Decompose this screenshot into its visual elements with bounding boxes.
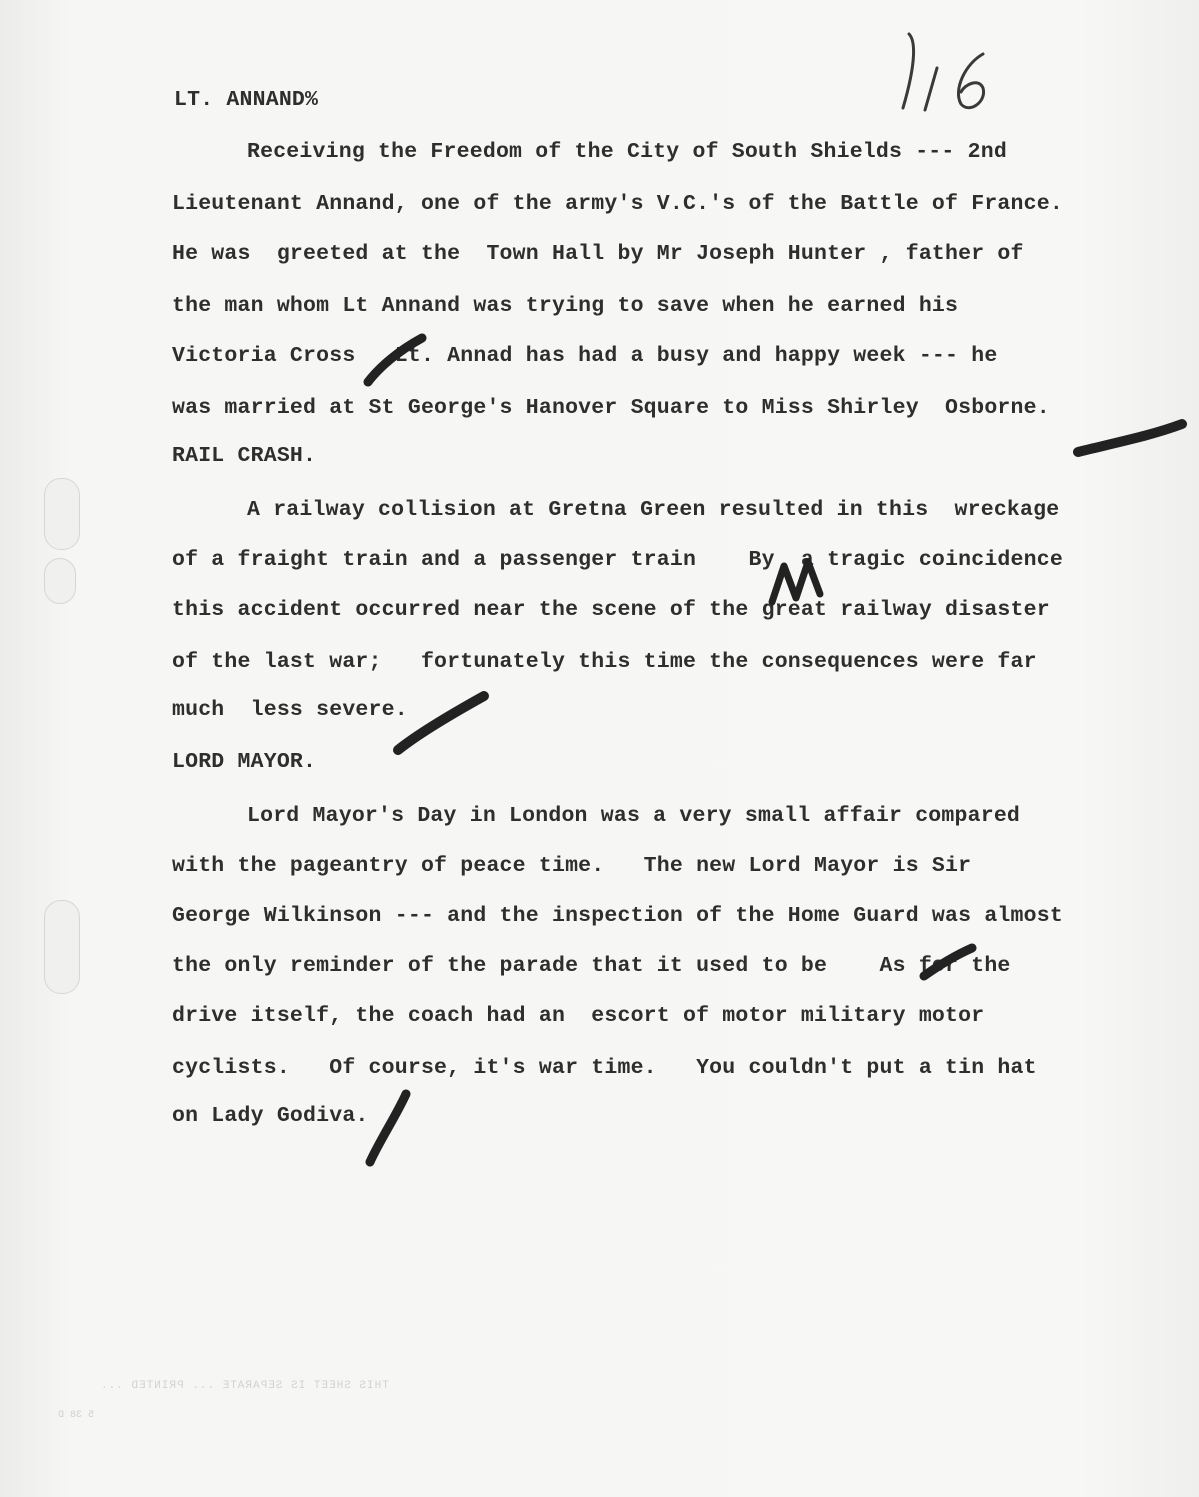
footer-code: 5 38 D [58,1410,95,1421]
text-line: George Wilkinson --- and the inspection of the Home Guard was almost [172,904,1063,928]
handwritten-page-number [895,30,1015,120]
text-line: A railway collision at Gretna Green resulted in this wreckage [247,498,1060,522]
section-heading-annand: LT. ANNAND% [174,88,319,112]
pencil-mark [1070,414,1188,460]
text-line: Lord Mayor's Day in London was a very small affair compared [247,804,1021,828]
text-line: He was greeted at the Town Hall by Mr Joseph Hunter , father of [172,242,1024,266]
pencil-mark [388,686,496,758]
pencil-mark [360,332,430,388]
text-line: the only reminder of the parade that it used to be As for the [172,954,1011,978]
text-line: drive itself, the coach had an escort of motor military motor [172,1004,985,1028]
text-line: cyclists. Of course, it's war time. You couldn't put a tin hat [172,1056,1037,1080]
text-line: this accident occurred near the scene of the great railway disaster [172,598,1050,622]
pencil-mark [762,548,832,614]
pencil-mark [918,942,978,982]
text-line: much less severe. [172,698,408,722]
text-line: the man whom Lt Annand was trying to save when he earned his [172,294,959,318]
section-heading-rail-crash: RAIL CRASH. [172,444,317,468]
text-line: with the pageantry of peace time. The new Lord Mayor is Sir [172,854,972,878]
text-line: was married at St George's Hanover Square to Miss Shirley Osborne. [172,396,1050,420]
section-heading-lord-mayor: LORD MAYOR. [172,750,317,774]
punch-hole-top [44,478,80,550]
punch-hole-bottom [44,900,80,994]
text-line: Victoria Cross Lt. Annad has had a busy and happy week --- he [172,344,998,368]
text-line: on Lady Godiva. [172,1104,369,1128]
text-line: of a fraight train and a passenger train By a tragic coincidence [172,548,1063,572]
text-line: Lieutenant Annand, one of the army's V.C.'s of the Battle of France. [172,192,1063,216]
footer-stamp: THIS SHEET IS SEPARATE ... PRINTED ... [100,1380,389,1392]
punch-hole-middle [44,558,76,604]
text-line: of the last war; fortunately this time the consequences were far [172,650,1037,674]
pencil-mark [360,1086,420,1170]
text-line: Receiving the Freedom of the City of South Shields --- 2nd [247,140,1007,164]
